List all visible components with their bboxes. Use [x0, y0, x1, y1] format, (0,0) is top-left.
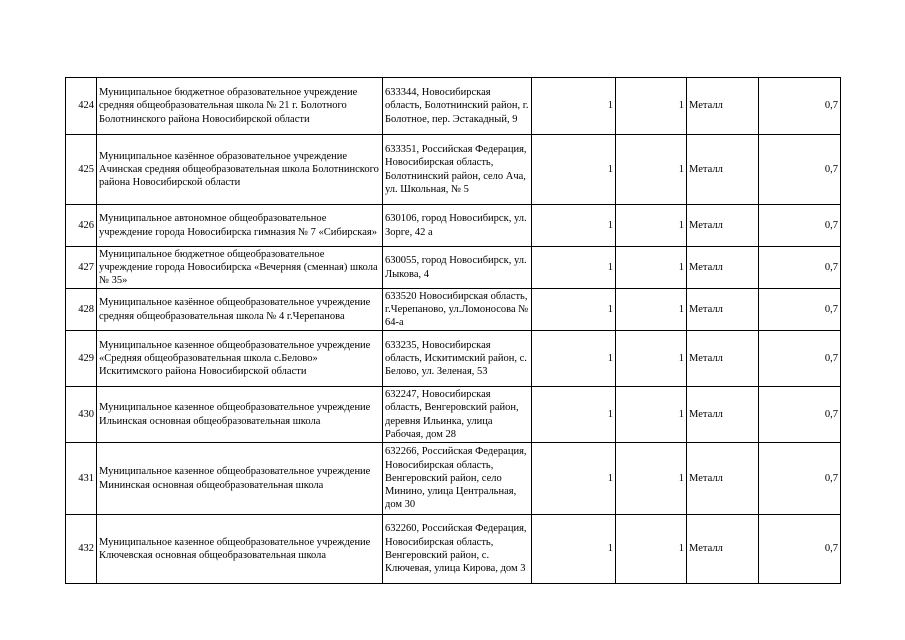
row-number: 425 — [66, 135, 97, 205]
row-number: 432 — [66, 515, 97, 584]
material: Металл — [687, 247, 759, 289]
material: Металл — [687, 135, 759, 205]
table-row — [66, 515, 841, 584]
row-number: 430 — [66, 387, 97, 443]
material: Металл — [687, 387, 759, 443]
institution-address: 632260, Российская Федерация, Новосибирская область, Венгеровский район, с. Ключевая, улица Кирова, дом 3 — [383, 515, 532, 584]
quantity-2: 1 — [616, 289, 687, 331]
quantity-2: 1 — [616, 135, 687, 205]
value: 0,7 — [759, 331, 841, 387]
material: Металл — [687, 205, 759, 247]
value: 0,7 — [759, 515, 841, 584]
institution-name: Муниципальное бюджетное образовательное учреждение средняя общеобразовательная школа № 21 г. Болотного Болотнинского района Новосибирской области — [97, 78, 383, 135]
institution-address: 632266, Российская Федерация, Новосибирская область, Венгеровский район, село Минино, улица Центральная, дом 30 — [383, 443, 532, 515]
quantity-1: 1 — [532, 515, 616, 584]
quantity-2: 1 — [616, 331, 687, 387]
registry-table — [65, 77, 841, 584]
table-row — [66, 443, 841, 515]
material: Металл — [687, 443, 759, 515]
institution-name: Муниципальное автономное общеобразовательное учреждение города Новосибирска гимназия № 7 «Сибирская» — [97, 205, 383, 247]
row-number: 424 — [66, 78, 97, 135]
quantity-1: 1 — [532, 247, 616, 289]
institution-name: Муниципальное казенное общеобразовательное учреждение Ключевская основная общеобразовательная школа — [97, 515, 383, 584]
table-row — [66, 205, 841, 247]
quantity-1: 1 — [532, 387, 616, 443]
quantity-1: 1 — [532, 135, 616, 205]
quantity-2: 1 — [616, 515, 687, 584]
material: Металл — [687, 331, 759, 387]
institution-address: 633344, Новосибирская область, Болотнинский район, г. Болотное, пер. Эстакадный, 9 — [383, 78, 532, 135]
institution-name: Муниципальное казенное общеобразовательное учреждение «Средняя общеобразовательная школа с.Белово» Искитимского района Новосибирской области — [97, 331, 383, 387]
quantity-2: 1 — [616, 443, 687, 515]
value: 0,7 — [759, 443, 841, 515]
institution-name: Муниципальное казённое общеобразовательное учреждение средняя общеобразовательная школа № 4 г.Черепанова — [97, 289, 383, 331]
institution-name: Муниципальное казенное общеобразовательное учреждение Мининская основная общеобразовательная школа — [97, 443, 383, 515]
institution-name: Муниципальное казённое образовательное учреждение Ачинская средняя общеобразовательная школа Болотнинского района Новосибирской области — [97, 135, 383, 205]
institution-address: 630055, город Новосибирск, ул. Лыкова, 4 — [383, 247, 532, 289]
value: 0,7 — [759, 387, 841, 443]
value: 0,7 — [759, 289, 841, 331]
quantity-1: 1 — [532, 205, 616, 247]
quantity-1: 1 — [532, 289, 616, 331]
quantity-2: 1 — [616, 78, 687, 135]
material: Металл — [687, 515, 759, 584]
quantity-1: 1 — [532, 443, 616, 515]
quantity-1: 1 — [532, 78, 616, 135]
value: 0,7 — [759, 247, 841, 289]
table-row — [66, 289, 841, 331]
institution-name: Муниципальное казенное общеобразовательное учреждение Ильинская основная общеобразовательная школа — [97, 387, 383, 443]
value: 0,7 — [759, 205, 841, 247]
table-body — [66, 78, 841, 584]
value: 0,7 — [759, 78, 841, 135]
row-number: 431 — [66, 443, 97, 515]
material: Металл — [687, 289, 759, 331]
quantity-2: 1 — [616, 247, 687, 289]
table-row — [66, 135, 841, 205]
institution-address: 633235, Новосибирская область, Искитимский район, с. Белово, ул. Зеленая, 53 — [383, 331, 532, 387]
institution-address: 630106, город Новосибирск, ул. Зорге, 42 а — [383, 205, 532, 247]
material: Металл — [687, 78, 759, 135]
row-number: 427 — [66, 247, 97, 289]
quantity-2: 1 — [616, 387, 687, 443]
value: 0,7 — [759, 135, 841, 205]
institution-address: 632247, Новосибирская область, Венгеровский район, деревня Ильинка, улица Рабочая, дом 28 — [383, 387, 532, 443]
quantity-2: 1 — [616, 205, 687, 247]
institution-address: 633520 Новосибирская область, г.Черепаново, ул.Ломоносова № 64-а — [383, 289, 532, 331]
quantity-1: 1 — [532, 331, 616, 387]
row-number: 429 — [66, 331, 97, 387]
institution-name: Муниципальное бюджетное общеобразовательное учреждение города Новосибирска «Вечерняя (сменная) школа № 35» — [97, 247, 383, 289]
table-row — [66, 387, 841, 443]
table-row — [66, 331, 841, 387]
table-row — [66, 247, 841, 289]
row-number: 426 — [66, 205, 97, 247]
table-row — [66, 78, 841, 135]
row-number: 428 — [66, 289, 97, 331]
institution-address: 633351, Российская Федерация, Новосибирская область, Болотнинский район, село Ача, ул. Школьная, № 5 — [383, 135, 532, 205]
